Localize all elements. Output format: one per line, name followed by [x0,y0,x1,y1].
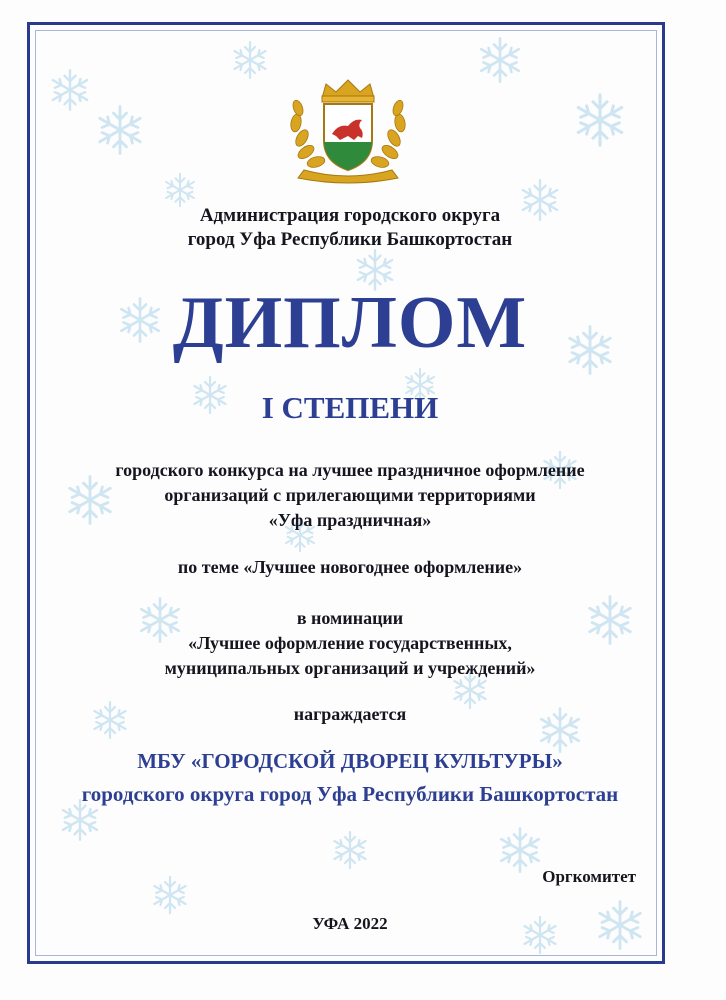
issuer-line: город Уфа Республики Башкортостан [187,229,513,250]
nomination-line: муниципальных организаций и учреждений» [164,658,536,678]
signature-label: Оргкомитет [542,867,636,886]
coat-of-arms-icon [282,78,414,184]
contest-line: городского конкурса на лучшее праздничное оформление [115,460,585,480]
diploma-degree: I СТЕПЕНИ [261,390,439,425]
contest-line: организаций с прилегающими территориями [164,485,536,505]
contest-line: «Уфа праздничная» [268,510,432,530]
recipient-name: МБУ «ГОРОДСКОЙ ДВОРЕЦ КУЛЬТУРЫ» [137,749,563,773]
theme-line: по теме «Лучшее новогоднее оформление» [177,557,523,577]
diploma-title: ДИПЛОМ [172,282,528,364]
nomination-line: «Лучшее оформление государственных, [188,633,512,653]
contest-block [30,458,670,533]
recipient-location: городского округа город Уфа Республики Башкортостан [81,782,619,806]
place-year: УФА 2022 [312,914,388,933]
nomination-line: в номинации [296,608,404,628]
nomination-block [30,606,670,681]
issuer-line: Администрация городского округа [199,205,501,226]
issuer-block [30,204,670,252]
awarded-label: награждается [293,704,407,724]
